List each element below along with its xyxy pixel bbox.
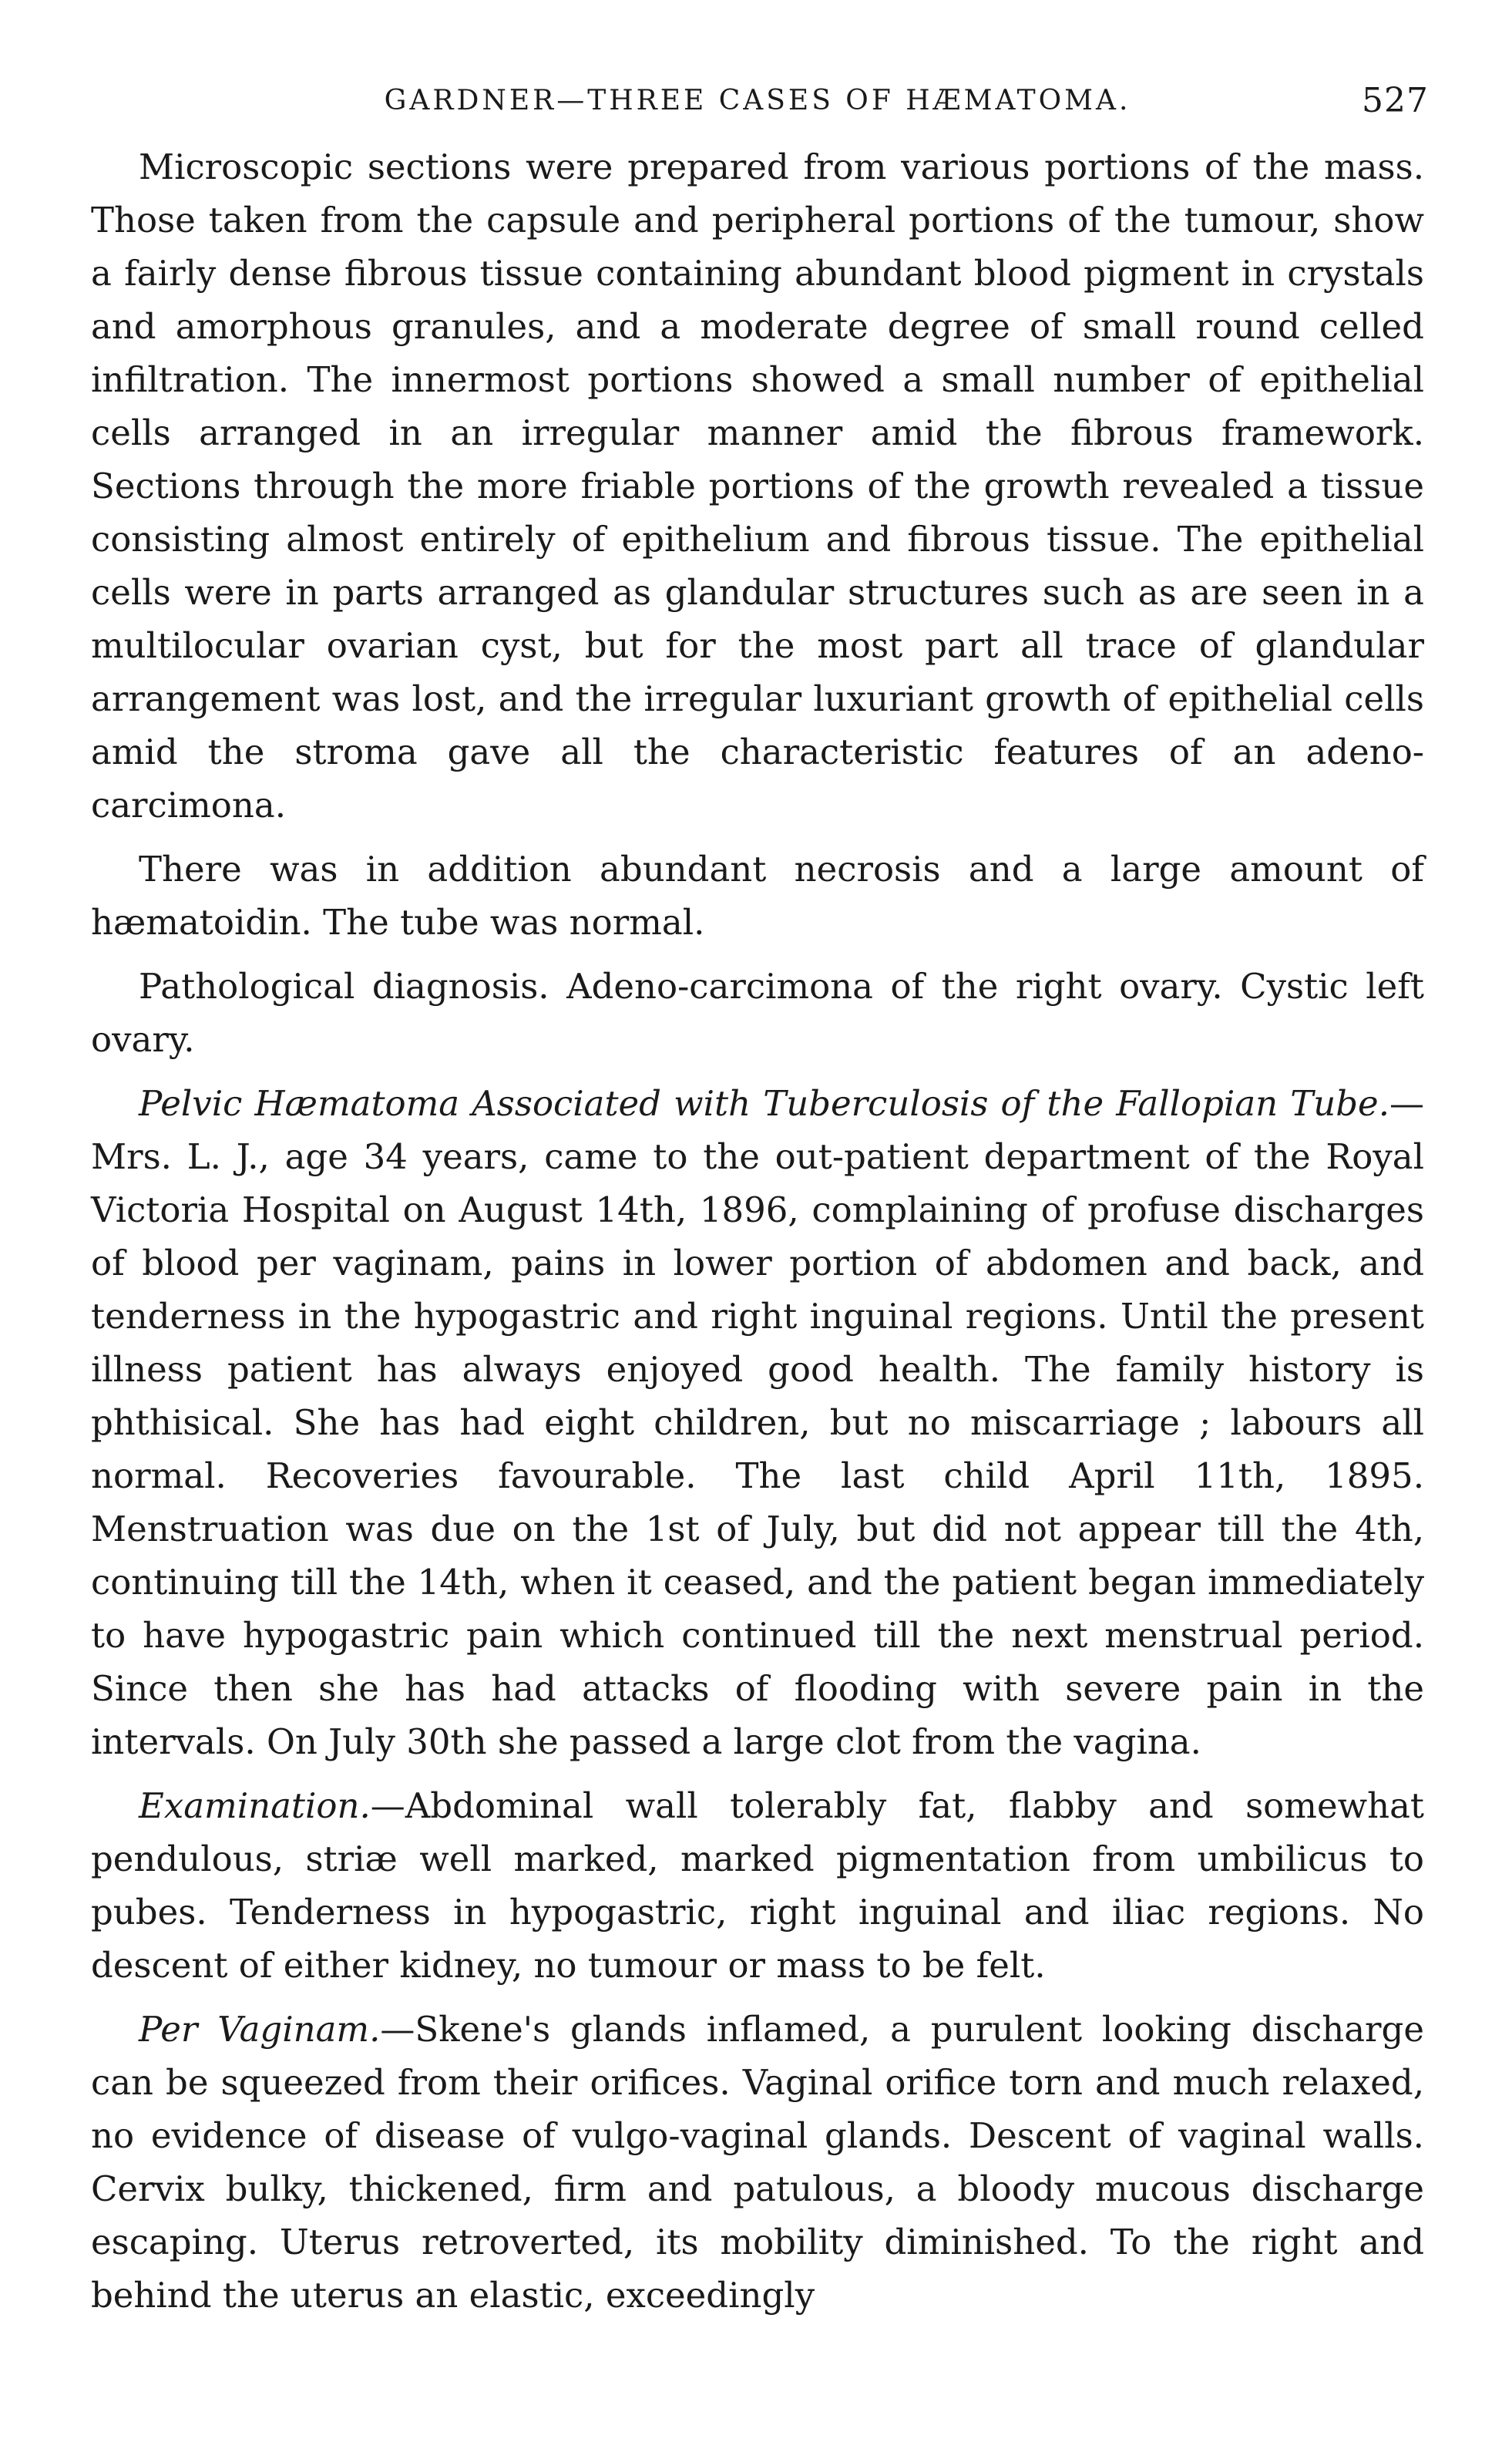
paragraph-per-vaginam [91, 2003, 1424, 2322]
section-heading-pelvic-haematoma: Pelvic Hæmatoma Associated with Tuberculosis of the Fallopian Tube. [139, 1083, 1389, 1124]
paragraph-text: There was in addition abundant necrosis and a large amount of hæmatoidin. The tube was normal. [91, 849, 1424, 943]
paragraph-text: —Abdominal wall tolerably fat, flabby and somewhat pendulous, striæ well marked, marked pigmentation from umbilicus to pubes. Tenderness in hypogastric, right inguinal and iliac regions. No descent of either kidney, no tumour or mass to be felt. [91, 1785, 1424, 1986]
paragraph-necrosis [91, 843, 1424, 949]
paragraph-text: —Mrs. L. J., age 34 years, came to the out-patient department of the Royal Victoria Hospital on August 14th, 1896, complaining of profuse discharges of blood per vaginam, pains in lower portion of abdomen and back, and tenderness in the hypogastric and right inguinal regions. Until the present illness patient has always enjoyed good health. The family history is phthisical. She has had eight children, but no miscarriage ; labours all normal. Recoveries favourable. The last child April 11th, 1895. Menstruation was due on the 1st of July, but did not appear till the 4th, continuing till the 14th, when it ceased, and the patient began immediately to have hypogastric pain which continued till the next menstrual period. Since then she has had attacks of flooding with severe pain in the intervals. On July 30th she passed a large clot from the vagina. [91, 1083, 1424, 1762]
page-number: 527 [1362, 81, 1429, 120]
running-head [91, 74, 1429, 128]
paragraph-examination [91, 1779, 1424, 1992]
paragraph-text: Microscopic sections were prepared from various portions of the mass. Those taken from the capsule and peripheral portions of the tumour, show a fairly dense fibrous tissue containing abundant blood pigment in crystals and amorphous granules, and a moderate degree of small round celled infiltration. The innermost portions showed a small number of epithelial cells arranged in an irregular manner amid the fibrous framework. Sections through the more friable portions of the growth revealed a tissue consisting almost entirely of epithelium and fibrous tissue. The epithelial cells were in parts arranged as glandular structures such as are seen in a multilocular ovarian cyst, but for the most part all trace of glandular arrangement was lost, and the irregular luxuriant growth of epithelial cells amid the stroma gave all the characteristic features of an adeno-carcimona. [91, 146, 1424, 826]
paragraph-microscopic-sections [91, 140, 1424, 832]
paragraph-text: Pathological diagnosis. Adeno-carcimona of the right ovary. Cystic left ovary. [91, 966, 1424, 1060]
section-heading-examination: Examination. [139, 1785, 371, 1826]
paragraph-pathological-diagnosis [91, 960, 1424, 1066]
running-title: GARDNER—THREE CASES OF HÆMATOMA. [384, 85, 1131, 116]
paragraph-text: —Skene's glands inflamed, a purulent looking discharge can be squeezed from their orifices. Vaginal orifice torn and much relaxed, no evidence of disease of vulgo-vaginal glands. Descent of vaginal walls. Cervix bulky, thickened, firm and patulous, a bloody mucous discharge escaping. Uterus retroverted, its mobility diminished. To the right and behind the uterus an elastic, exceedingly [91, 2009, 1424, 2316]
book-page [91, 74, 1429, 2333]
section-heading-per-vaginam: Per Vaginam. [139, 2009, 381, 2050]
body-text [91, 140, 1424, 2322]
paragraph-case-history [91, 1077, 1424, 1768]
